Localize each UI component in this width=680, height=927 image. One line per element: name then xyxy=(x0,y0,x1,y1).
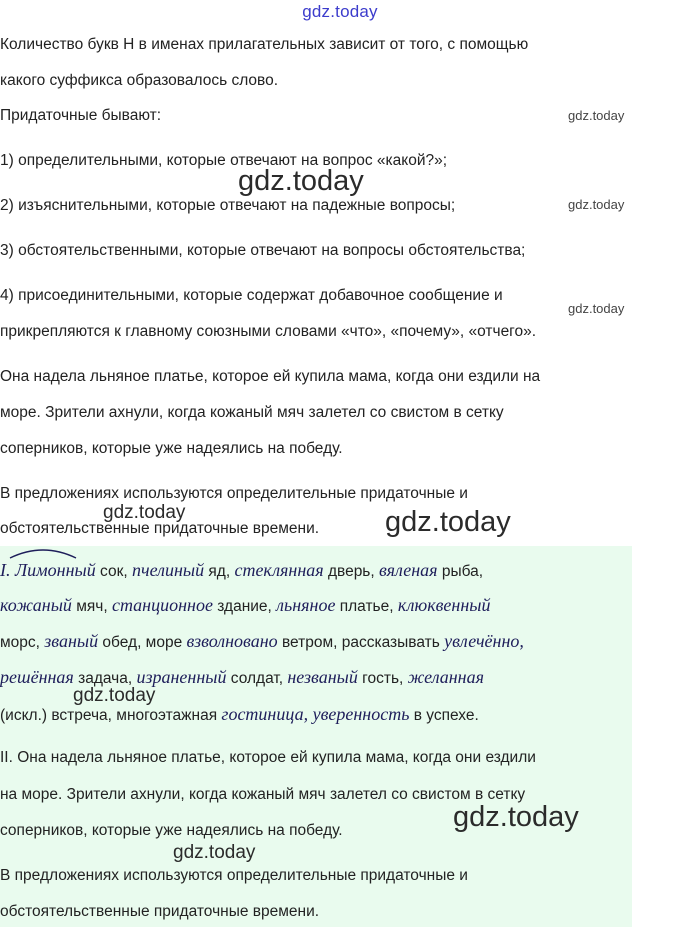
watermark-small: gdz.today xyxy=(568,197,625,212)
example-line-3: соперников, которые уже надеялись на победу. xyxy=(0,440,343,457)
answer1-row-5 xyxy=(0,704,479,726)
hw-word: пчелиный xyxy=(131,560,205,580)
hw-word: клюквенный xyxy=(397,595,491,615)
text-run: задача, xyxy=(73,670,137,687)
text-run: гость, xyxy=(357,670,408,687)
text-run: обед, море xyxy=(98,634,187,651)
text-run: в успехе. xyxy=(409,707,479,724)
text-run: рыба, xyxy=(437,563,484,580)
answer2-line-1: II. Она надела льняное платье, которое ей купила мама, когда они ездили xyxy=(0,749,536,766)
arc-mark xyxy=(8,546,78,560)
hw-word: I. Лимонный xyxy=(0,560,96,580)
text-run: яд, xyxy=(204,563,235,580)
answer2-line-3: соперников, которые уже надеялись на победу. xyxy=(0,822,343,839)
text-run: сок, xyxy=(95,563,132,580)
answer1-row-3 xyxy=(0,631,524,653)
hw-word: станционное xyxy=(111,595,213,615)
hw-word: израненный xyxy=(136,667,227,687)
intro-heading: Придаточные бывают: xyxy=(0,107,162,124)
watermark-small: gdz.today xyxy=(568,108,625,123)
conclusion-line-2: обстоятельственные придаточные времени. xyxy=(0,520,320,537)
answer2-line-2: на море. Зрители ахнули, когда кожаный мяч залетел со свистом в сетку xyxy=(0,786,526,803)
text-run: ветром, рассказывать xyxy=(277,634,445,651)
watermark-large: gdz.today xyxy=(453,801,579,833)
text-run: платье, xyxy=(335,598,398,615)
text-run: солдат, xyxy=(226,670,288,687)
type-item-4-cont: прикрепляются к главному союзными словами «что», «почему», «отчего». xyxy=(0,323,537,340)
answer2-line-5: обстоятельственные придаточные времени. xyxy=(0,903,320,920)
hw-word: решённая xyxy=(0,667,74,687)
intro-line-2: какого суффикса образовалось слово. xyxy=(0,72,279,89)
watermark-small: gdz.today xyxy=(568,301,625,316)
type-item-2: 2) изъяснительными, которые отвечают на падежные вопросы; xyxy=(0,197,456,214)
conclusion-line-1: В предложениях используются определительные придаточные и xyxy=(0,485,468,502)
type-item-1: 1) определительными, которые отвечают на вопрос «какой?»; xyxy=(0,152,448,169)
answer2-line-4: В предложениях используются определительные придаточные и xyxy=(0,867,468,884)
watermark-large: gdz.today xyxy=(238,165,364,197)
watermark-large: gdz.today xyxy=(385,506,511,538)
hw-word: кожаный xyxy=(0,595,72,615)
hw-word: льняное xyxy=(276,595,336,615)
text-run: дверь, xyxy=(323,563,379,580)
example-line-2: море. Зрители ахнули, когда кожаный мяч залетел со свистом в сетку xyxy=(0,404,504,421)
text-run: (искл.) встреча, многоэтажная xyxy=(0,707,222,724)
text-run: здание, xyxy=(212,598,277,615)
intro-line-1: Количество букв Н в именах прилагательных зависит от того, с помощью xyxy=(0,36,529,53)
hw-word: незваный xyxy=(287,667,358,687)
example-line-1: Она надела льняное платье, которое ей купила мама, когда они ездили на xyxy=(0,368,541,385)
hw-word: гостиница, уверенность xyxy=(221,704,410,724)
type-item-4: 4) присоединительными, которые содержат добавочное сообщение и xyxy=(0,287,503,304)
watermark-medium: gdz.today xyxy=(173,842,256,863)
answer1-row-2 xyxy=(0,595,490,617)
hw-word: званый xyxy=(44,631,99,651)
text-run: морс, xyxy=(0,634,45,651)
hw-word: стеклянная xyxy=(234,560,324,580)
text-run: мяч, xyxy=(71,598,112,615)
hw-word: увлечённо, xyxy=(444,631,524,651)
watermark-medium: gdz.today xyxy=(73,685,156,706)
header-watermark: gdz.today xyxy=(302,2,378,21)
type-item-3: 3) обстоятельственными, которые отвечают на вопросы обстоятельства; xyxy=(0,242,526,259)
answer1-row-1 xyxy=(0,560,483,582)
watermark-medium: gdz.today xyxy=(103,502,186,523)
hw-word: желанная xyxy=(407,667,484,687)
hw-word: взволновано xyxy=(186,631,278,651)
hw-word: вяленая xyxy=(379,560,438,580)
